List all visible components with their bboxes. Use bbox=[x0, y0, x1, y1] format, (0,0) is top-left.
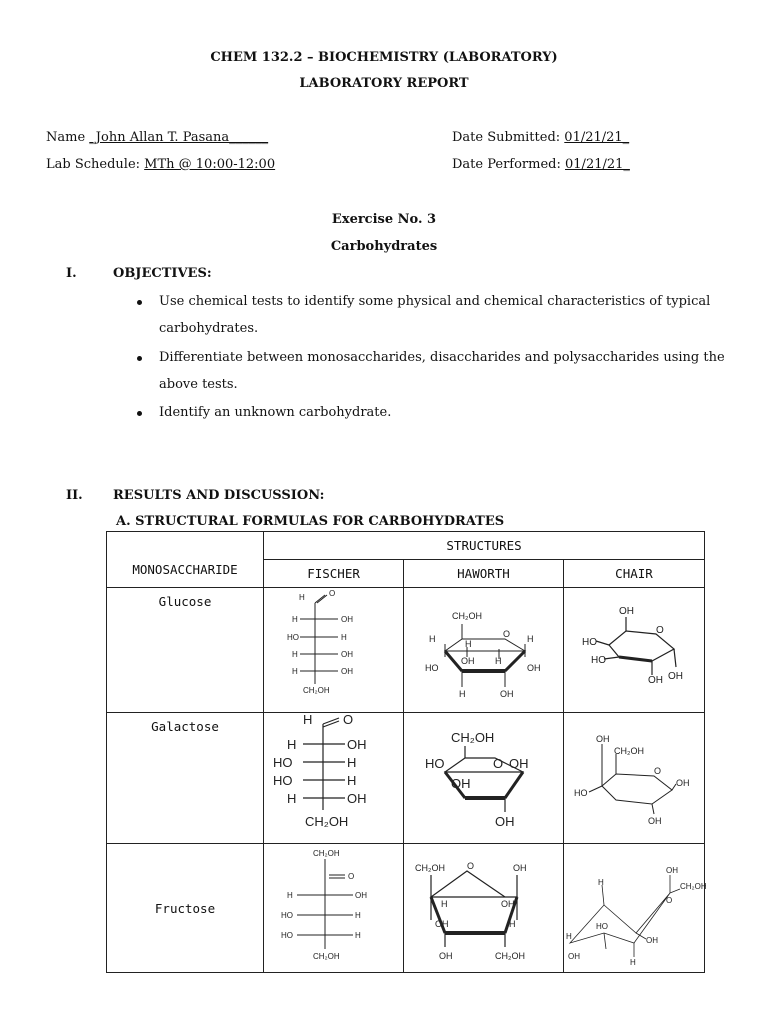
objectives-numeral: I. bbox=[66, 266, 77, 281]
structures-table bbox=[106, 531, 708, 973]
performed-value: 01/21/21_ bbox=[565, 157, 630, 172]
atom-label: OH bbox=[646, 935, 659, 945]
name-label: Name bbox=[46, 130, 86, 145]
objective-item: Identify an unknown carbohydrate. bbox=[159, 405, 392, 420]
glucose-fischer-structure bbox=[265, 589, 403, 709]
atom-label: OH bbox=[526, 662, 540, 673]
atom-label: H bbox=[526, 633, 533, 644]
galactose-chair-structure bbox=[564, 714, 703, 840]
atom-label: OH bbox=[666, 865, 679, 875]
galactose-fischer bbox=[264, 713, 404, 844]
atom-label: H bbox=[286, 790, 296, 806]
atom-label: OH bbox=[648, 815, 662, 826]
atom-label: H bbox=[440, 898, 447, 909]
atom-label: H bbox=[286, 736, 296, 752]
objectives-heading: OBJECTIVES: bbox=[113, 266, 212, 281]
structural-heading: A. STRUCTURAL FORMULAS FOR CARBOHYDRATES bbox=[116, 514, 505, 529]
header-chair: CHAIR bbox=[563, 560, 704, 588]
atom-label: OH bbox=[438, 950, 452, 961]
atom-label: H bbox=[494, 655, 501, 666]
atom-label: OH bbox=[508, 755, 528, 771]
atom-label: H bbox=[286, 890, 293, 900]
fructose-fischer-structure bbox=[265, 845, 403, 969]
atom-label: CH₂OH bbox=[450, 729, 494, 745]
atom-label: CH₂OH bbox=[614, 745, 645, 756]
row-name-glucose: Glucose bbox=[107, 588, 264, 713]
atom-label: OH bbox=[499, 688, 513, 699]
atom-label: HO bbox=[280, 930, 293, 940]
atom-label: H bbox=[598, 877, 605, 887]
schedule-label: Lab Schedule: bbox=[46, 157, 141, 172]
course-title: CHEM 132.2 – BIOCHEMISTRY (LABORATORY) bbox=[210, 50, 558, 65]
header-haworth: HAWORTH bbox=[404, 560, 564, 588]
glucose-fischer bbox=[264, 588, 404, 713]
atom-label: OH bbox=[340, 614, 353, 624]
bullet bbox=[137, 300, 142, 305]
atom-label: OH bbox=[460, 655, 474, 666]
atom-label: H bbox=[291, 649, 298, 659]
atom-label: HO bbox=[596, 921, 609, 931]
galactose-fischer-structure bbox=[265, 711, 403, 840]
fructose-haworth-structure bbox=[405, 845, 563, 969]
fructose-chair-structure bbox=[564, 845, 708, 969]
atom-label: CH₂OH bbox=[312, 848, 340, 858]
galactose-chair bbox=[563, 713, 704, 844]
atom-label: OH bbox=[619, 605, 635, 617]
objective-item: Use chemical tests to identify some physical and chemical characteristics of typical bbox=[159, 294, 711, 309]
atom-label: HO bbox=[272, 754, 293, 770]
row-name-fructose: Fructose bbox=[107, 844, 264, 973]
atom-label: O bbox=[492, 755, 503, 771]
performed-label: Date Performed: bbox=[452, 157, 561, 172]
atom-label: OH bbox=[340, 649, 353, 659]
submitted-line bbox=[452, 130, 629, 145]
atom-label: CH₂OH bbox=[680, 881, 708, 891]
atom-label: CH₂OH bbox=[451, 610, 482, 621]
table-row bbox=[107, 713, 705, 844]
atom-label: HO bbox=[591, 654, 607, 666]
submitted-label: Date Submitted: bbox=[452, 130, 561, 145]
atom-label: OH bbox=[494, 813, 514, 829]
atom-label: HO bbox=[424, 662, 438, 673]
atom-label: OH bbox=[346, 736, 367, 752]
name-value: _John Allan T. Pasana______ bbox=[89, 130, 269, 145]
atom-label: OH bbox=[340, 666, 353, 676]
atom-label: OH bbox=[596, 733, 610, 744]
table-row bbox=[107, 588, 705, 713]
atom-label: H bbox=[428, 633, 435, 644]
exercise-number: Exercise No. 3 bbox=[331, 212, 437, 227]
glucose-haworth-structure bbox=[405, 589, 563, 709]
report-title: LABORATORY REPORT bbox=[299, 76, 469, 91]
atom-label: OH bbox=[450, 775, 470, 791]
atom-label: CH₂OH bbox=[494, 950, 525, 961]
atom-label: O bbox=[466, 860, 474, 871]
atom-label: H bbox=[346, 754, 356, 770]
performed-line bbox=[452, 157, 630, 172]
atom-label: OH bbox=[676, 777, 690, 788]
atom-label: HO bbox=[280, 910, 293, 920]
atom-label: O bbox=[502, 628, 510, 639]
atom-label: H bbox=[302, 711, 312, 727]
header-monosaccharide: MONOSACCHARIDE bbox=[107, 532, 264, 588]
atom-label: HO bbox=[582, 636, 598, 648]
table-row bbox=[107, 844, 705, 973]
atom-label: H bbox=[346, 772, 356, 788]
atom-label: O bbox=[328, 588, 335, 598]
fructose-chair bbox=[563, 844, 708, 973]
atom-label: O bbox=[666, 895, 673, 905]
glucose-chair bbox=[563, 588, 704, 713]
atom-label: H bbox=[464, 638, 471, 649]
name-line bbox=[46, 130, 268, 145]
exercise-title: Carbohydrates bbox=[330, 239, 438, 254]
results-numeral: II. bbox=[66, 488, 83, 503]
atom-label: OH bbox=[346, 790, 367, 806]
atom-label: CH₂OH bbox=[414, 862, 445, 873]
atom-label: H bbox=[508, 918, 515, 929]
glucose-chair-structure bbox=[564, 589, 703, 709]
atom-label: OH bbox=[512, 862, 526, 873]
atom-label: H bbox=[458, 688, 465, 699]
atom-label: H bbox=[291, 614, 298, 624]
atom-label: O bbox=[342, 711, 353, 727]
glucose-haworth bbox=[404, 588, 564, 713]
objective-item-cont: carbohydrates. bbox=[159, 321, 259, 336]
atom-label: HO bbox=[272, 772, 293, 788]
galactose-haworth bbox=[404, 713, 564, 844]
fructose-haworth bbox=[404, 844, 564, 973]
atom-label: OH bbox=[500, 898, 514, 909]
schedule-line bbox=[46, 157, 275, 172]
atom-label: OH bbox=[568, 951, 581, 961]
row-name-galactose: Galactose bbox=[107, 713, 264, 844]
schedule-value: MTh @ 10:00-12:00 bbox=[144, 157, 276, 172]
atom-label: OH bbox=[354, 890, 367, 900]
atom-label: O bbox=[654, 765, 662, 776]
atom-label: H bbox=[291, 666, 298, 676]
atom-label: HO bbox=[424, 755, 444, 771]
atom-label: O bbox=[347, 871, 354, 881]
header-fischer: FISCHER bbox=[264, 560, 404, 588]
atom-label: H bbox=[354, 930, 361, 940]
atom-label: OH bbox=[434, 918, 448, 929]
atom-label: OH bbox=[648, 674, 664, 686]
atom-label: H bbox=[566, 931, 573, 941]
atom-label: H bbox=[630, 957, 637, 967]
atom-label: H bbox=[298, 592, 305, 602]
atom-label: CH₂OH bbox=[304, 813, 348, 829]
results-heading: RESULTS AND DISCUSSION: bbox=[113, 488, 325, 503]
atom-label: CH₂OH bbox=[302, 685, 330, 695]
objective-item-cont: above tests. bbox=[159, 377, 238, 392]
atom-label: HO bbox=[574, 787, 588, 798]
fructose-fischer bbox=[264, 844, 404, 973]
bullet bbox=[137, 356, 142, 361]
bullet bbox=[137, 411, 142, 416]
objective-item: Differentiate between monosaccharides, disaccharides and polysaccharides using the bbox=[159, 350, 725, 365]
atom-label: H bbox=[354, 910, 361, 920]
submitted-value: 01/21/21_ bbox=[564, 130, 630, 145]
header-structures: STRUCTURES bbox=[264, 532, 705, 560]
atom-label: OH bbox=[668, 670, 684, 682]
atom-label: CH₂OH bbox=[312, 951, 340, 961]
atom-label: O bbox=[656, 624, 665, 636]
galactose-haworth-structure bbox=[405, 714, 563, 840]
atom-label: HO bbox=[286, 632, 299, 642]
atom-label: H bbox=[340, 632, 347, 642]
